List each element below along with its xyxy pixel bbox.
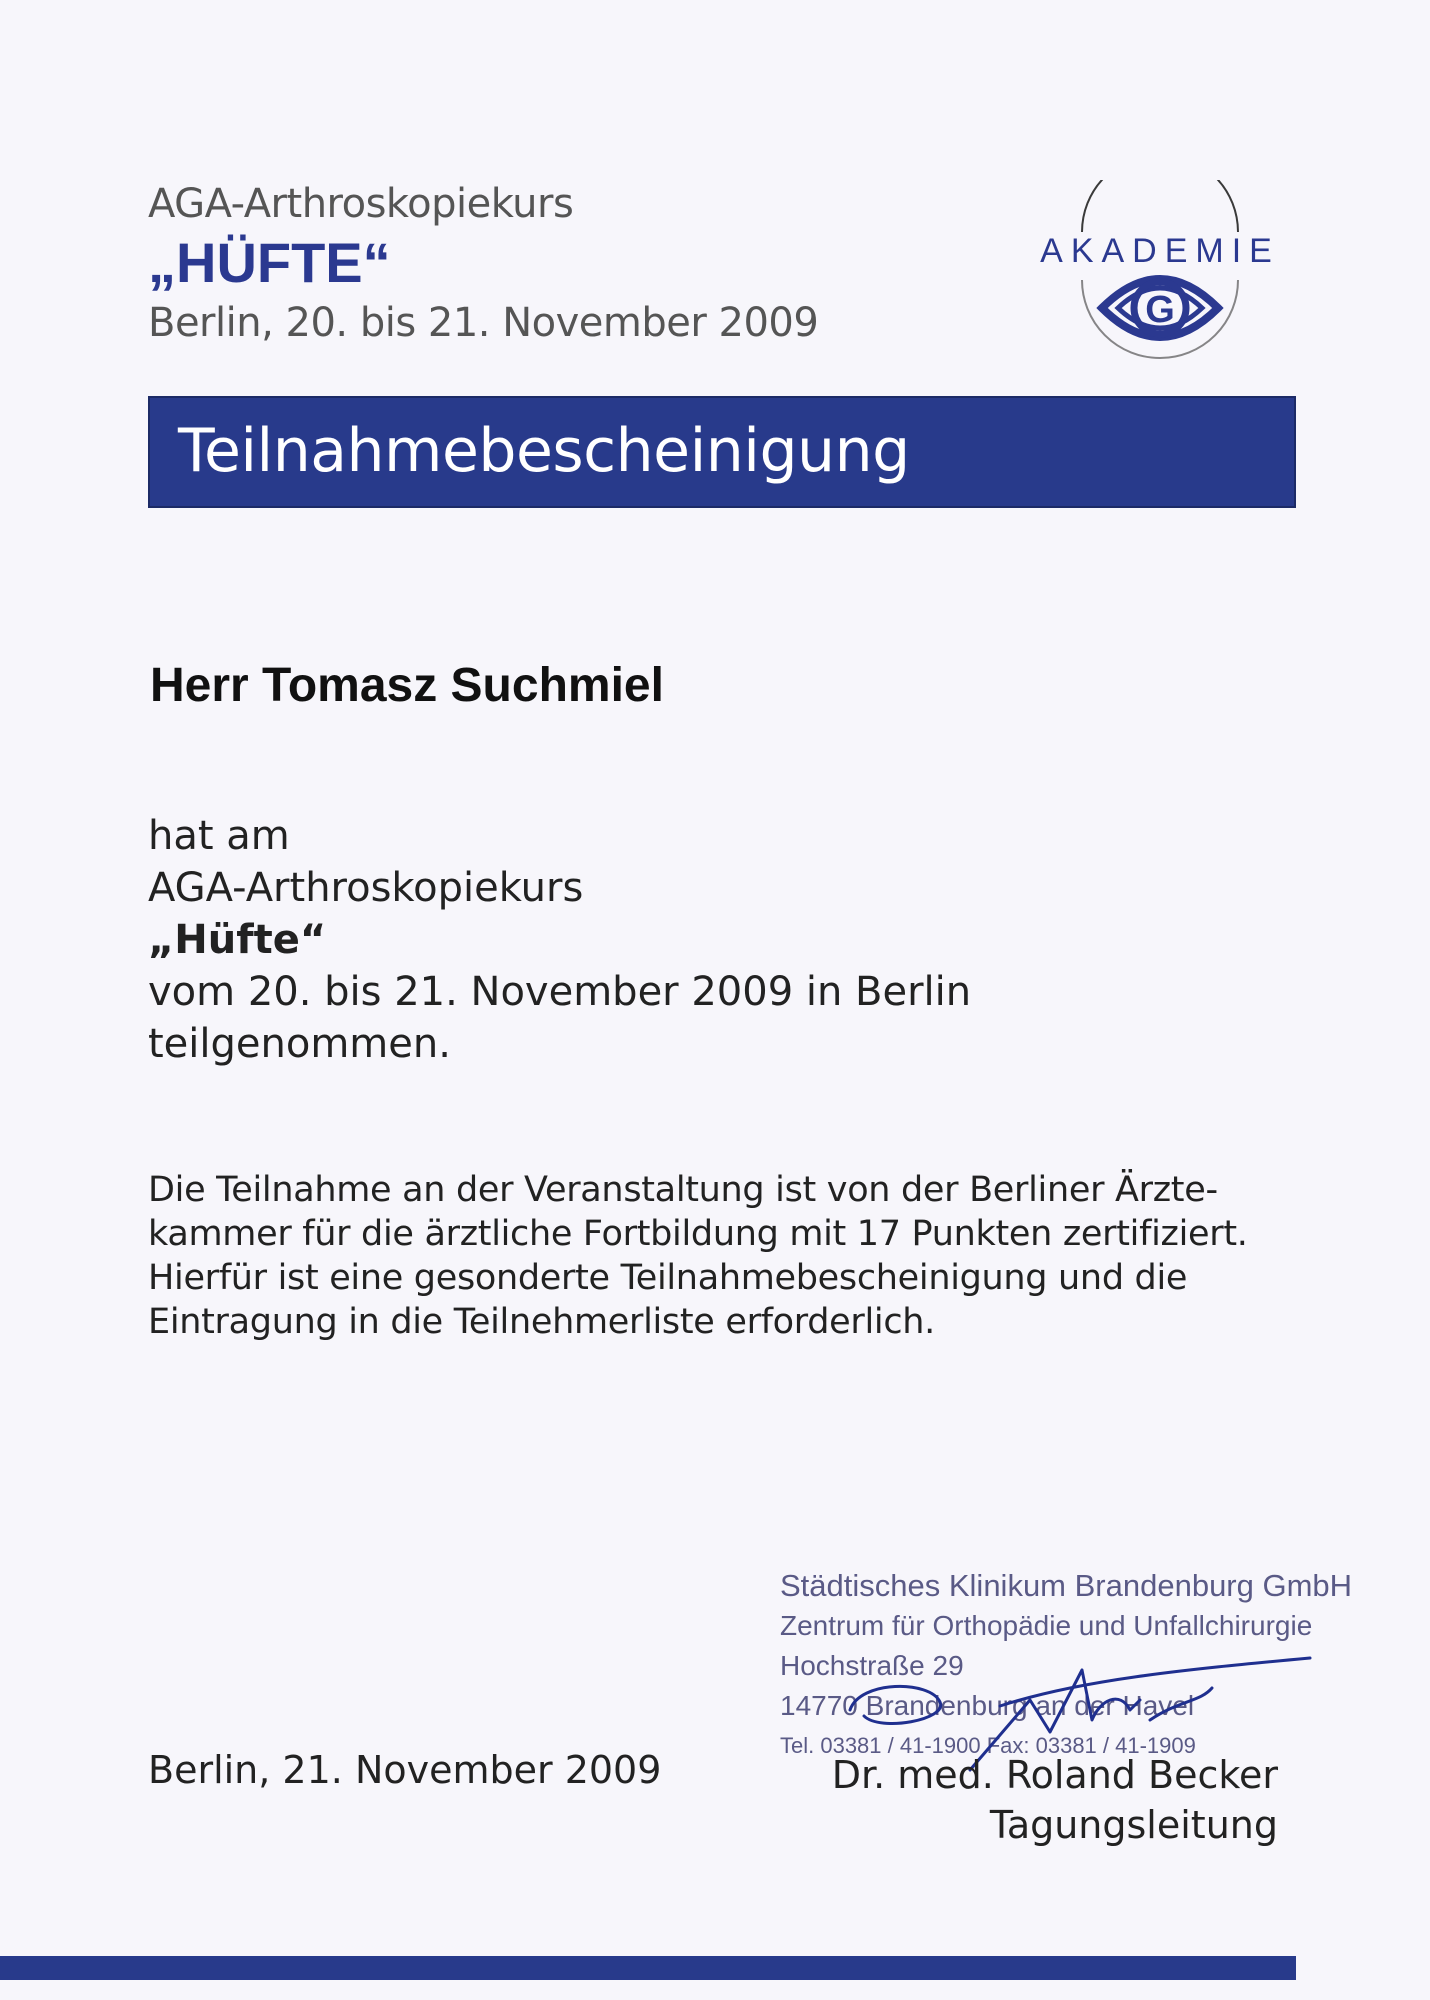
event-kicker: AGA-Arthroskopiekurs: [148, 181, 574, 227]
certification-note: [148, 1168, 1308, 1344]
footer-bar: [0, 1956, 1296, 1980]
recipient-name: Herr Tomasz Suchmiel: [150, 659, 664, 712]
document-title: Teilnahmebescheinigung: [178, 416, 910, 486]
note-line: Die Teilnahme an der Veranstaltung ist von der Berliner Ärzte-: [148, 1170, 1218, 1210]
signer-block: [832, 1750, 1278, 1850]
event-date-place: Berlin, 20. bis 21. November 2009: [148, 300, 819, 346]
akademie-logo: [1010, 180, 1310, 360]
stamp-line: Zentrum für Orthopädie und Unfallchirurgie: [780, 1610, 1313, 1641]
note-line: Eintragung in die Teilnehmerliste erforderlich.: [148, 1302, 936, 1342]
stamp-line: 14770 Brandenburg an der Havel: [780, 1690, 1195, 1721]
stamp-line: Tel. 03381 / 41-1900 Fax: 03381 / 41-1909: [780, 1733, 1196, 1758]
event-title: „HÜFTE“: [148, 231, 391, 294]
emblem-letter: G: [1145, 289, 1175, 331]
statement-line: hat am: [148, 813, 290, 859]
place-and-date: Berlin, 21. November 2009: [148, 1748, 662, 1792]
note-line: kammer für die ärztliche Fortbildung mit 17 Punkten zertifiziert.: [148, 1214, 1248, 1254]
title-banner: [148, 396, 1296, 508]
note-line: Hierfür ist eine gesonderte Teilnahmebescheinigung und die: [148, 1258, 1188, 1298]
signer-role: Tagungsleitung: [989, 1803, 1278, 1847]
logo-wordmark: AKADEMIE: [1040, 232, 1280, 270]
stamp-line: Hochstraße 29: [780, 1650, 964, 1681]
statement-line: vom 20. bis 21. November 2009 in Berlin: [148, 969, 972, 1015]
statement-line: teilgenommen.: [148, 1021, 451, 1067]
attendance-statement: [148, 810, 1248, 1070]
signer-name: Dr. med. Roland Becker: [831, 1753, 1278, 1797]
stamp-line: Städtisches Klinikum Brandenburg GmbH: [780, 1568, 1353, 1603]
statement-line: AGA-Arthroskopiekurs: [148, 865, 584, 911]
event-header: [148, 178, 908, 350]
statement-course-name: „Hüfte“: [148, 917, 327, 963]
